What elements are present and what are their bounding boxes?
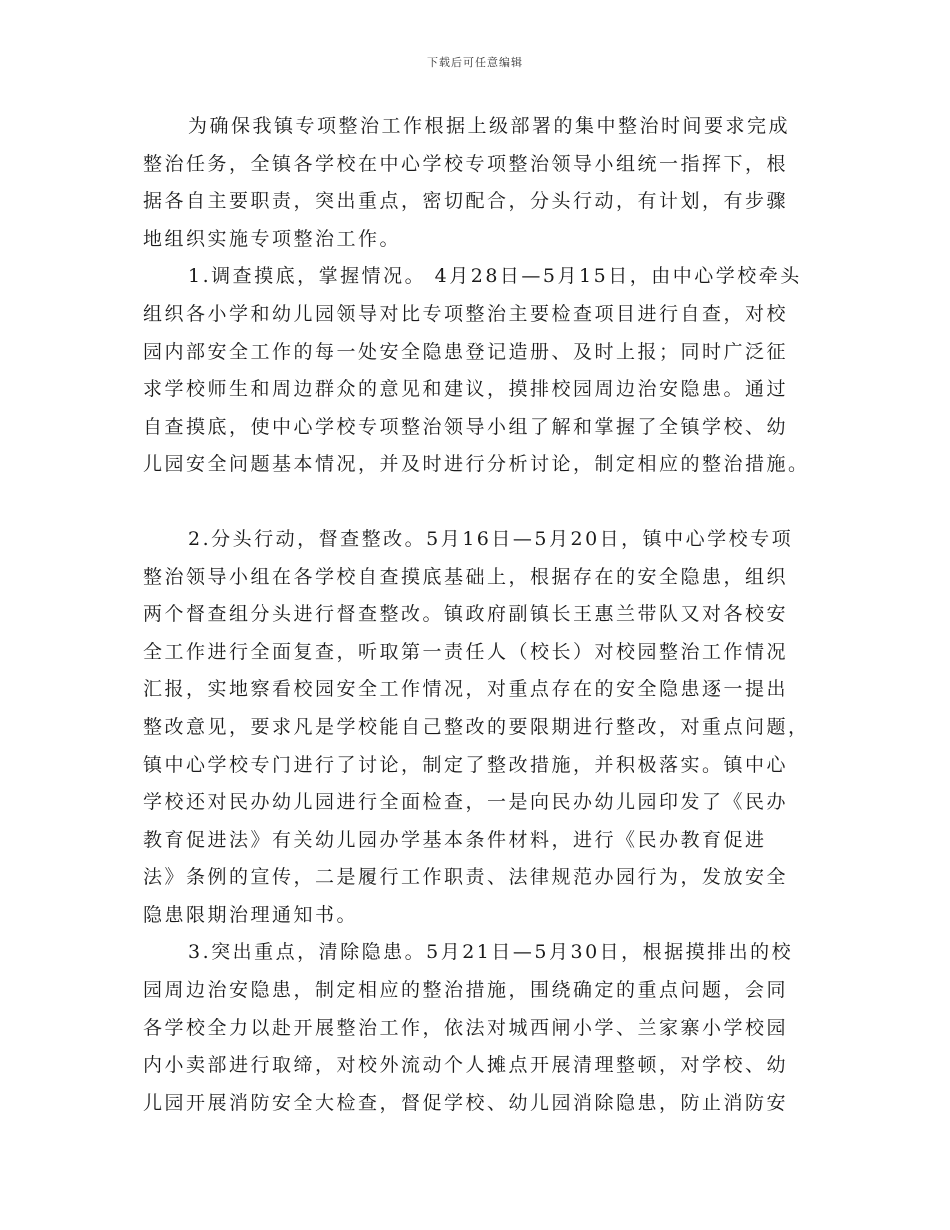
text-line: 园周边治安隐患，制定相应的整治措施，围绕确定的重点问题，会同 xyxy=(143,979,789,1002)
text-line: 1.调查摸底，掌握情况。 4月28日—5月15日，由中心学校牵头 xyxy=(188,265,802,288)
text-line: 全工作进行全面复查，听取第一责任人（校长）对校园整治工作情况 xyxy=(143,640,789,663)
document-body xyxy=(143,108,815,1122)
text-line: 整治任务，全镇各学校在中心学校专项整治领导小组统一指挥下，根 xyxy=(143,152,789,175)
paragraph-investigation xyxy=(143,258,815,484)
text-line: 整改意见，要求凡是学校能自己整改的要限期进行整改，对重点问题， xyxy=(143,715,810,738)
text-line: 组织各小学和幼儿园领导对比专项整治主要检查项目进行自查，对校 xyxy=(143,302,789,325)
text-line: 园内部安全工作的每一处安全隐患登记造册、及时上报；同时广泛征 xyxy=(143,340,789,363)
text-line: 汇报，实地察看校园安全工作情况，对重点存在的安全隐患逐一提出 xyxy=(143,678,789,701)
paragraph-rectification xyxy=(143,934,815,1122)
paragraph-inspection xyxy=(143,521,815,935)
text-line: 内小卖部进行取缔，对校外流动个人摊点开展清理整顿，对学校、幼 xyxy=(143,1054,789,1077)
text-line: 儿园开展消防安全大检查，督促学校、幼儿园消除隐患，防止消防安 xyxy=(143,1091,789,1114)
text-line: 3.突出重点，清除隐患。5月21日—5月30日，根据摸排出的校 xyxy=(188,941,794,964)
text-line: 整治领导小组在各学校自查摸底基础上，根据存在的安全隐患，组织 xyxy=(143,565,789,588)
text-line: 教育促进法》有关幼儿园办学基本条件材料，进行《民办教育促进 xyxy=(143,828,767,851)
text-line: 法》条例的宣传，二是履行工作职责、法律规范办园行为，发放安全 xyxy=(143,866,789,889)
page-header-note: 下载后可任意编辑 xyxy=(427,56,523,69)
text-line: 镇中心学校专门进行了讨论，制定了整改措施，并积极落实。镇中心 xyxy=(143,753,789,776)
text-line: 地组织实施专项整治工作。 xyxy=(143,227,402,250)
text-line: 两个督查组分头进行督查整改。镇政府副镇长王惠兰带队又对各校安 xyxy=(143,603,789,626)
text-line: 2.分头行动，督查整改。5月16日—5月20日，镇中心学校专项 xyxy=(188,527,794,550)
text-line: 儿园安全问题基本情况，并及时进行分析讨论，制定相应的整治措施。 xyxy=(143,453,810,476)
text-line: 各学校全力以赴开展整治工作，依法对城西闸小学、兰家寨小学校园 xyxy=(143,1016,789,1039)
text-line: 据各自主要职责，突出重点，密切配合，分头行动，有计划，有步骤 xyxy=(143,190,789,213)
paragraph-intro xyxy=(143,108,815,258)
text-line: 求学校师生和周边群众的意见和建议，摸排校园周边治安隐患。通过 xyxy=(143,378,789,401)
text-line: 学校还对民办幼儿园进行全面检查，一是向民办幼儿园印发了《民办 xyxy=(143,791,789,814)
text-line: 自查摸底，使中心学校专项整治领导小组了解和掌握了全镇学校、幼 xyxy=(143,415,789,438)
text-line: 隐患限期治理通知书。 xyxy=(143,903,359,926)
text-line: 为确保我镇专项整治工作根据上级部署的集中整治时间要求完成 xyxy=(188,115,791,137)
